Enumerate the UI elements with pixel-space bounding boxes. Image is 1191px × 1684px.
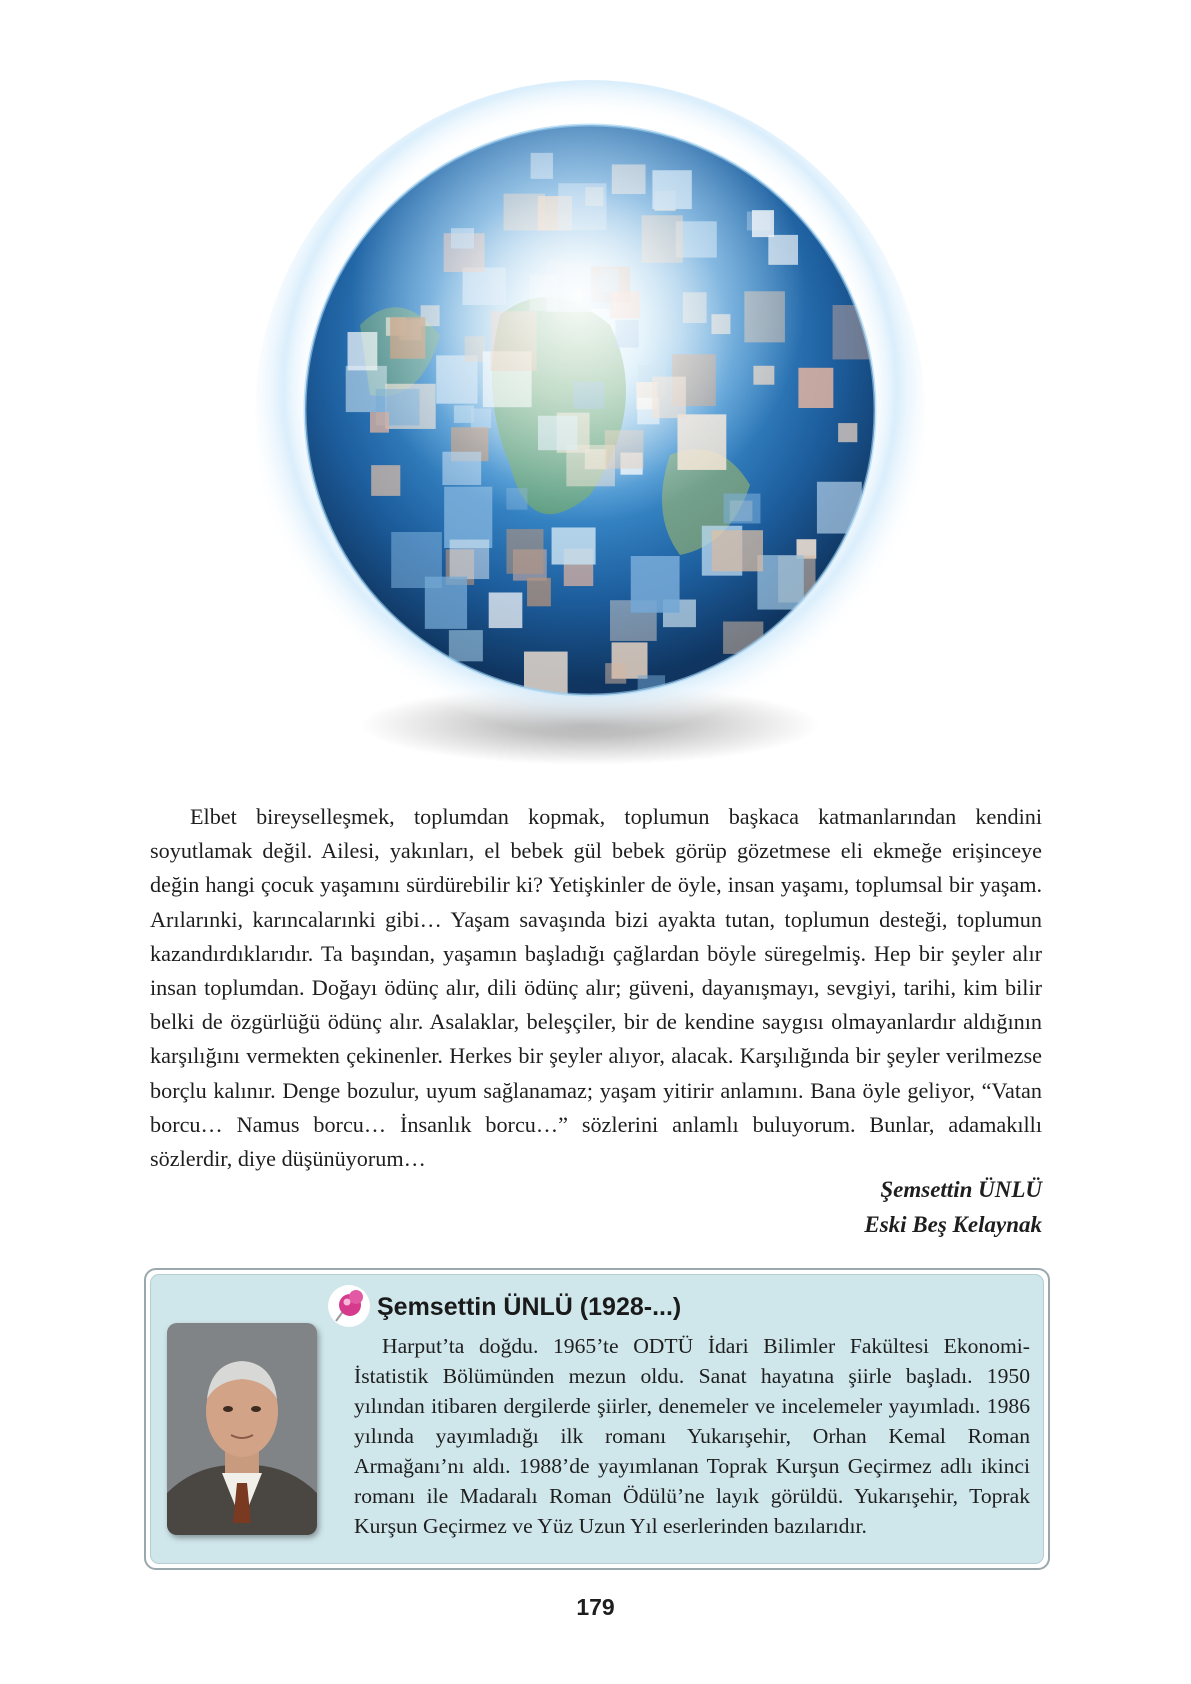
bio-paragraph: Harput’ta doğdu. 1965’te ODTÜ İdari Bilimler Fakültesi Ekonomi-İstatistik Bölümünden mezun oldu. Sanat hayatına şiirle başladı. 1950 yılından itibaren dergilerde şiirler, denemeler ve incelemeler yayımladı. 1986 yılında yayımladığı ilk romanı Yukarışehir, Orhan Kemal Roman Armağanı’nı aldı. 1988’de yayımlanan Toprak Kurşun Geçirmez adlı ikinci romanı ile Madaralı Roman Ödülü’ne layık görüldü. Yukarışehir, Toprak Kurşun Geçirmez ve Yüz Uzun Yıl eserlerinden bazılarıdır. (354, 1334, 1030, 1538)
excerpt-author: Şemsettin ÜNLÜ (880, 1177, 1042, 1202)
author-portrait (167, 1323, 317, 1535)
page-number: 179 (576, 1594, 615, 1620)
pushpin-icon (326, 1283, 372, 1329)
excerpt-paragraph: Elbet bireyselleşmek, toplumdan kopmak, toplumun başkaca katmanlarından kendini soyutlamak değil. Ailesi, yakınları, el bebek gül bebek görüp gözetmese eli ekmeğe erişinceye değin hangi çocuk yaşamını sürdürebilir ki? Yetişkinler de öyle, insan yaşamı, toplumsal bir yaşam. Arılarınki, karıncalarınki gibi… Yaşam savaşında bizi ayakta tutan, toplumun desteği, toplumun kazandırdıklarıdır. Ta başından, yaşamın başladığı çağlardan böyle süregelmiş. Hep bir şeyler alır insan toplumdan. Doğayı ödünç alır, dili ödünç alır; güveni, dayanışmayı, sevgiyi, tarihi, kim bilir belki de özgürlüğü ödünç alır. Asalaklar, beleşçiler, bir de kendine saygısı olmayanlardır aldığının karşılığını vermekten çekinenler. Herkes bir şeyler alıyor, alacak. Karşılığında bir şeyler verilmezse borçlu kalınır. Denge bozulur, uyum sağlanamaz; yaşam yitirir anlamını. Bana öyle geliyor, “Vatan borcu… Namus borcu… İnsanlık borcu…” sözlerini anlamlı buluyorum. Bunlar, adamakıllı sözlerdir, diye düşünüyorum… (150, 804, 1042, 1172)
author-bio-panel (150, 1274, 1044, 1564)
portrait-image (167, 1323, 317, 1535)
photo-globe-illustration (250, 75, 940, 795)
bio-text (354, 1331, 1030, 1541)
excerpt-text (150, 800, 1042, 1176)
author-bio-box (144, 1268, 1050, 1570)
photo-globe-icon (250, 75, 940, 795)
bio-title: Şemsettin ÜNLÜ (1928-...) (377, 1293, 682, 1321)
excerpt-source: Eski Beş Kelaynak (864, 1212, 1042, 1237)
